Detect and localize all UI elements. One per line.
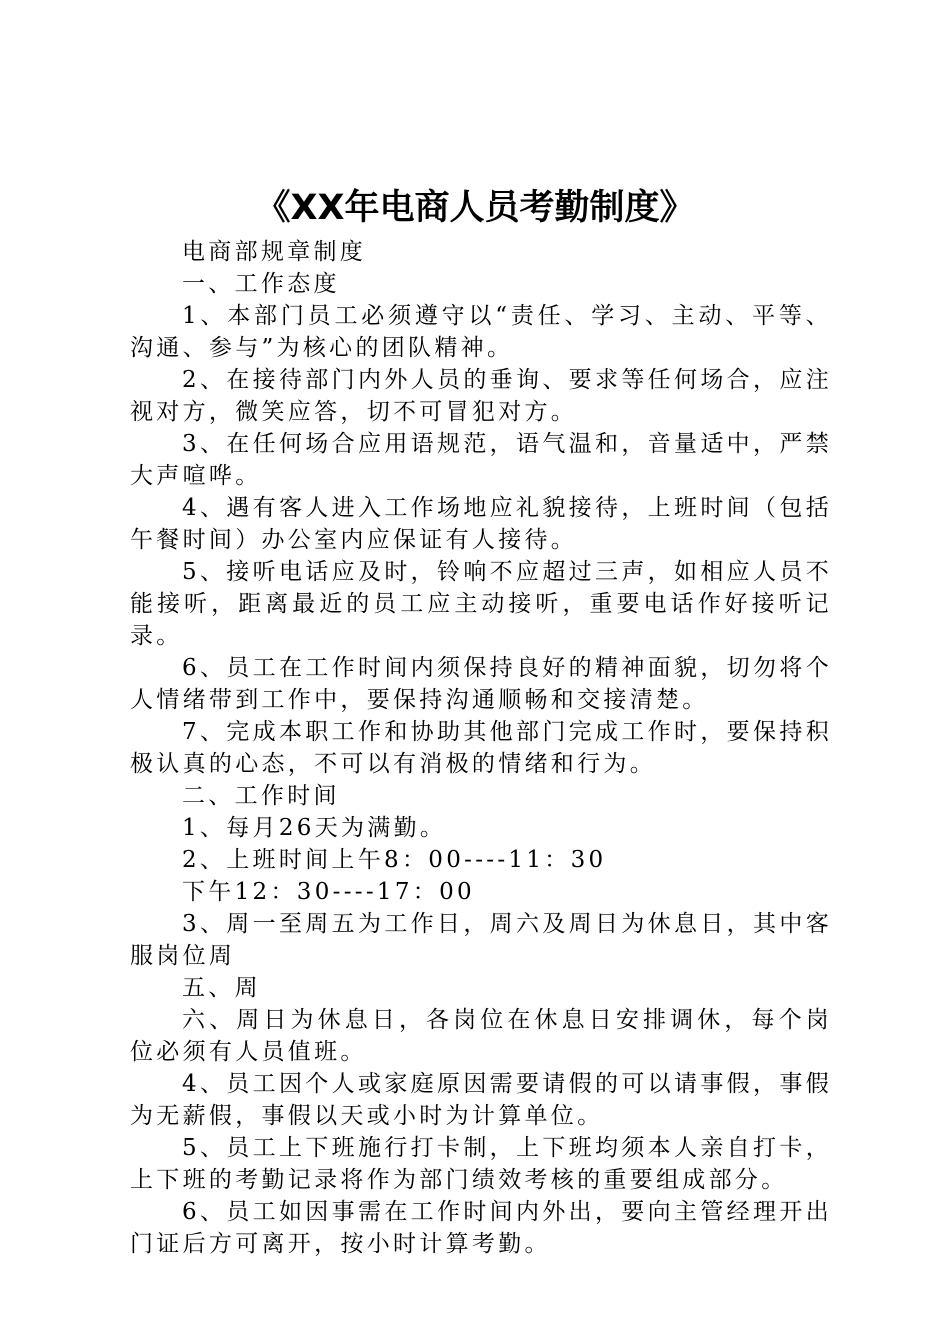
document-body: [130, 236, 832, 1260]
paragraph-department-rules: 电商部规章制度: [182, 239, 367, 265]
paragraph-item: 4、员工因个人或家庭原因需要请假的可以请事假，事假为无薪假，事假以天或小时为计算单位。: [130, 1071, 832, 1129]
paragraph-item: 1、每月26天为满勤。: [182, 815, 447, 841]
paragraph-item: 4、遇有客人进入工作场地应礼貌接待，上班时间（包括午餐时间）办公室内应保证有人接待。: [130, 495, 832, 553]
document-title: 《XX年电商人员考勤制度》: [255, 188, 695, 228]
paragraph-item: 6、员工如因事需在工作时间内外出，要向主管经理开出门证后方可离开，按小时计算考勤。: [130, 1199, 832, 1257]
paragraph-item: 5、接听电话应及时，铃响不应超过三声，如相应人员不能接听，距离最近的员工应主动接听，重要电话作好接听记录。: [130, 559, 832, 649]
paragraph-item: 3、周一至周五为工作日，周六及周日为休息日，其中客服岗位周: [130, 911, 832, 969]
paragraph-item: 1、本部门员工必须遵守以“责任、学习、主动、平等、沟通、参与”为核心的团队精神。: [130, 303, 832, 361]
section-heading-work-attitude: 一、工作态度: [182, 271, 340, 297]
paragraph-item: 下午12：30----17：00: [182, 879, 475, 905]
section-heading-work-hours: 二、工作时间: [182, 783, 340, 809]
paragraph-item: 6、员工在工作时间内须保持良好的精神面貌，切勿将个人情绪带到工作中，要保持沟通顺畅和交接清楚。: [130, 655, 832, 713]
paragraph-item: 六、周日为休息日，各岗位在休息日安排调休，每个岗位必须有人员值班。: [130, 1007, 832, 1065]
paragraph-item: 五、周: [182, 975, 261, 1001]
paragraph-item: 3、在任何场合应用语规范，语气温和，音量适中，严禁大声喧哗。: [130, 431, 832, 489]
paragraph-item: 5、员工上下班施行打卡制，上下班均须本人亲自打卡，上下班的考勤记录将作为部门绩效考核的重要组成部分。: [130, 1135, 832, 1193]
paragraph-item: 2、在接待部门内外人员的垂询、要求等任何场合，应注视对方，微笑应答，切不可冒犯对方。: [130, 367, 832, 425]
paragraph-item: 7、完成本职工作和协助其他部门完成工作时，要保持积极认真的心态，不可以有消极的情绪和行为。: [130, 719, 832, 777]
paragraph-item: 2、上班时间上午8：00----11：30: [182, 847, 607, 873]
